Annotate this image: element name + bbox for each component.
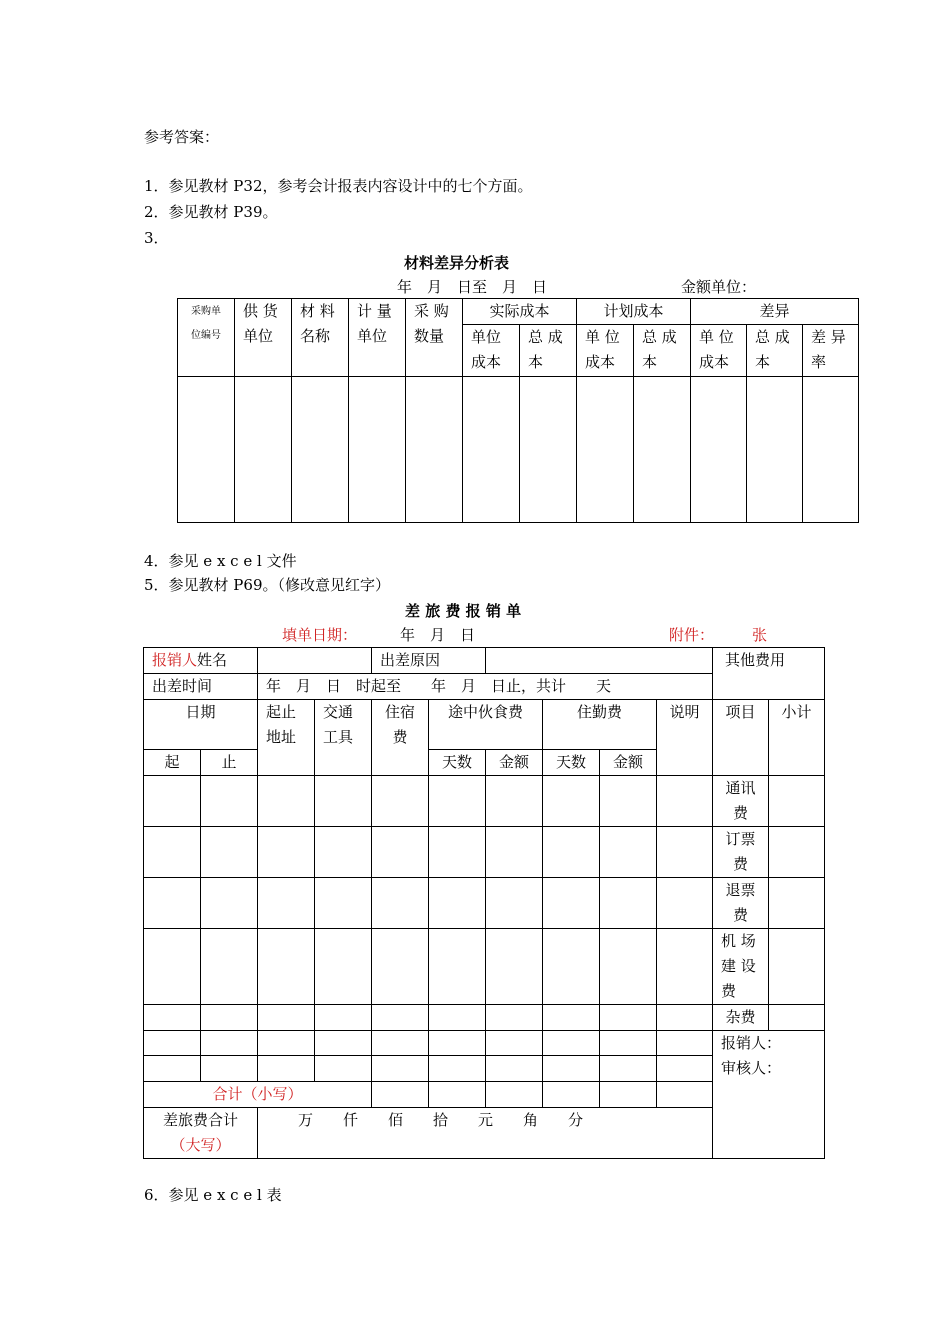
cell[interactable] bbox=[315, 1005, 372, 1031]
item-5: 5．参见教材 P69。（修改意见红字） bbox=[144, 576, 390, 594]
item-header: 项目 bbox=[713, 700, 769, 776]
h-supplier: 供 货 单位 bbox=[235, 299, 292, 377]
cell[interactable] bbox=[429, 1031, 486, 1056]
claimant-signature: 报销人： bbox=[721, 1034, 782, 1052]
cell[interactable] bbox=[258, 1031, 315, 1056]
cell bbox=[349, 377, 406, 523]
fill-date-label: 填单日期： bbox=[282, 626, 358, 644]
telecom-fee-value[interactable] bbox=[769, 776, 825, 827]
cell bbox=[520, 377, 577, 523]
item-3: 3． bbox=[144, 229, 169, 247]
cell[interactable] bbox=[429, 878, 486, 929]
cell[interactable] bbox=[258, 1056, 315, 1082]
s-diff-rate: 差 异 率 bbox=[803, 325, 859, 377]
s-diff-total-cost: 总 成 本 bbox=[747, 325, 803, 377]
g-plan-cost: 计划成本 bbox=[577, 299, 691, 325]
cell[interactable] bbox=[543, 1056, 600, 1082]
cell[interactable] bbox=[372, 1031, 429, 1056]
s-diff-unit-cost: 单 位 成本 bbox=[691, 325, 747, 377]
trip-reason-label: 出差原因 bbox=[372, 648, 486, 674]
meal-amount-header: 金额 bbox=[486, 750, 543, 776]
cell[interactable] bbox=[372, 1056, 429, 1082]
cell[interactable] bbox=[201, 776, 258, 827]
trip-reason-field[interactable] bbox=[486, 648, 713, 674]
item-2: 2．参见教材 P39。 bbox=[144, 203, 278, 221]
cell[interactable] bbox=[543, 776, 600, 827]
cell bbox=[691, 377, 747, 523]
item-1: 1．参见教材 P32，参考会计报表内容设计中的七个方面。 bbox=[144, 177, 533, 195]
g-actual-cost: 实际成本 bbox=[463, 299, 577, 325]
cell[interactable] bbox=[315, 878, 372, 929]
table1-unit-line: 金额单位： bbox=[681, 278, 757, 296]
cell[interactable] bbox=[201, 929, 258, 1005]
cell[interactable] bbox=[657, 1031, 713, 1056]
cell[interactable] bbox=[429, 776, 486, 827]
cell[interactable] bbox=[144, 1005, 201, 1031]
airport-fee-label: 机 场 建 设 费 bbox=[713, 929, 769, 1005]
cell[interactable] bbox=[144, 878, 201, 929]
s-plan-total-cost: 总 成 本 bbox=[634, 325, 691, 377]
cell[interactable] bbox=[315, 827, 372, 878]
cell[interactable] bbox=[543, 929, 600, 1005]
cell[interactable] bbox=[372, 776, 429, 827]
cell[interactable] bbox=[144, 776, 201, 827]
booking-fee-value[interactable] bbox=[769, 827, 825, 878]
cell[interactable] bbox=[486, 1005, 543, 1031]
cell[interactable] bbox=[315, 929, 372, 1005]
fill-date-value: 年 月 日 bbox=[400, 626, 476, 644]
cell[interactable] bbox=[201, 1056, 258, 1082]
start-header: 起 bbox=[144, 750, 201, 776]
trip-time-value[interactable]: 年 月 日 时起至 年 月 日止，共计 天 bbox=[258, 674, 713, 700]
item-4: 4．参见 e x c e l 文件 bbox=[144, 552, 297, 570]
cell[interactable] bbox=[486, 827, 543, 878]
cell[interactable] bbox=[144, 1056, 201, 1082]
cell[interactable] bbox=[144, 827, 201, 878]
total-uppercase-label: 差旅费合计 （大写） bbox=[144, 1108, 258, 1159]
item-6: 6．参见 e x c e l 表 bbox=[144, 1186, 282, 1204]
cell bbox=[178, 377, 235, 523]
cell[interactable] bbox=[144, 929, 201, 1005]
cell[interactable] bbox=[486, 776, 543, 827]
cell[interactable] bbox=[429, 1056, 486, 1082]
cell bbox=[803, 377, 859, 523]
cell[interactable] bbox=[543, 1031, 600, 1056]
cell[interactable] bbox=[372, 827, 429, 878]
total-meal-amount[interactable] bbox=[486, 1082, 543, 1108]
cell[interactable] bbox=[429, 827, 486, 878]
h-purchase-unit-no: 采购单 位编号 bbox=[178, 299, 235, 377]
cell[interactable] bbox=[486, 929, 543, 1005]
cell[interactable] bbox=[600, 929, 657, 1005]
lodging-header: 住宿 费 bbox=[372, 700, 429, 776]
stay-days-header: 天数 bbox=[543, 750, 600, 776]
h-measure-unit: 计 量 单位 bbox=[349, 299, 406, 377]
h-material: 材 料 名称 bbox=[292, 299, 349, 377]
cell[interactable] bbox=[657, 878, 713, 929]
cell[interactable] bbox=[600, 878, 657, 929]
cell[interactable] bbox=[258, 776, 315, 827]
attachment-unit: 张 bbox=[752, 626, 768, 644]
cell bbox=[747, 377, 803, 523]
cell[interactable] bbox=[657, 1005, 713, 1031]
cell bbox=[463, 377, 520, 523]
cell[interactable] bbox=[201, 827, 258, 878]
cell[interactable] bbox=[201, 1005, 258, 1031]
meal-days-header: 天数 bbox=[429, 750, 486, 776]
cell bbox=[634, 377, 691, 523]
other-fees-header: 其他费用 bbox=[713, 648, 825, 700]
claimant-name-label: 报销人姓名 bbox=[144, 648, 258, 674]
cell bbox=[292, 377, 349, 523]
cell[interactable] bbox=[657, 776, 713, 827]
from-to-header: 起止 地址 bbox=[258, 700, 315, 776]
cell[interactable] bbox=[372, 929, 429, 1005]
cell[interactable] bbox=[258, 929, 315, 1005]
date-header: 日期 bbox=[144, 700, 258, 750]
cell[interactable] bbox=[201, 1031, 258, 1056]
cell[interactable] bbox=[600, 776, 657, 827]
attachment-label: 附件： bbox=[669, 626, 715, 644]
telecom-fee-label: 通讯 费 bbox=[713, 776, 769, 827]
cell[interactable] bbox=[600, 1005, 657, 1031]
total-meal-days[interactable] bbox=[429, 1082, 486, 1108]
total-stay-amount[interactable] bbox=[600, 1082, 657, 1108]
cell[interactable] bbox=[315, 776, 372, 827]
total-uppercase-value[interactable]: 万 仟 佰 拾 元 角 分 bbox=[258, 1108, 713, 1159]
total-stay-days[interactable] bbox=[543, 1082, 600, 1108]
cell[interactable] bbox=[486, 1031, 543, 1056]
airport-fee-value[interactable] bbox=[769, 929, 825, 1005]
s-actual-unit-cost: 单位 成本 bbox=[463, 325, 520, 377]
table1-date-line: 年 月 日至 月 日 bbox=[397, 278, 548, 296]
cell[interactable] bbox=[201, 878, 258, 929]
cell[interactable] bbox=[258, 827, 315, 878]
cell[interactable] bbox=[543, 878, 600, 929]
signature-block bbox=[713, 1031, 825, 1159]
cell[interactable] bbox=[600, 1056, 657, 1082]
cell[interactable] bbox=[429, 929, 486, 1005]
total-lodging[interactable] bbox=[372, 1082, 429, 1108]
travel-expense-form bbox=[143, 647, 825, 1159]
misc-fee-label: 杂费 bbox=[713, 1005, 769, 1031]
cell[interactable] bbox=[543, 827, 600, 878]
g-variance: 差异 bbox=[691, 299, 859, 325]
cell[interactable] bbox=[657, 929, 713, 1005]
cell[interactable] bbox=[315, 1056, 372, 1082]
table1-title: 材料差异分析表 bbox=[404, 254, 510, 272]
cell[interactable] bbox=[657, 1056, 713, 1082]
s-plan-unit-cost: 单 位 成本 bbox=[577, 325, 634, 377]
stay-amount-header: 金额 bbox=[600, 750, 657, 776]
note-header: 说明 bbox=[657, 700, 713, 776]
cell[interactable] bbox=[258, 878, 315, 929]
material-variance-table bbox=[177, 298, 859, 523]
refund-fee-value[interactable] bbox=[769, 878, 825, 929]
answer-heading: 参考答案： bbox=[144, 128, 220, 146]
refund-fee-label: 退票 费 bbox=[713, 878, 769, 929]
cell bbox=[577, 377, 634, 523]
reviewer-signature: 审核人： bbox=[721, 1059, 782, 1077]
stay-allowance-header: 住勤费 bbox=[543, 700, 657, 750]
s-actual-total-cost: 总 成 本 bbox=[520, 325, 577, 377]
cell[interactable] bbox=[372, 1005, 429, 1031]
h-purchase-qty: 采 购 数量 bbox=[406, 299, 463, 377]
cell[interactable] bbox=[258, 1005, 315, 1031]
trip-time-label: 出差时间 bbox=[144, 674, 258, 700]
end-header: 止 bbox=[201, 750, 258, 776]
booking-fee-label: 订票 费 bbox=[713, 827, 769, 878]
cell[interactable] bbox=[600, 1031, 657, 1056]
cell[interactable] bbox=[486, 878, 543, 929]
misc-fee-value[interactable] bbox=[769, 1005, 825, 1031]
total-lowercase-label: 合计（小写） bbox=[144, 1082, 372, 1108]
cell[interactable] bbox=[600, 827, 657, 878]
cell bbox=[235, 377, 292, 523]
meal-allowance-header: 途中伙食费 bbox=[429, 700, 543, 750]
cell[interactable] bbox=[144, 1031, 201, 1056]
subtotal-header: 小计 bbox=[769, 700, 825, 776]
transport-header: 交通 工具 bbox=[315, 700, 372, 776]
cell[interactable] bbox=[486, 1056, 543, 1082]
cell[interactable] bbox=[543, 1005, 600, 1031]
cell[interactable] bbox=[372, 878, 429, 929]
table2-title: 差 旅 费 报 销 单 bbox=[405, 602, 522, 620]
total-note[interactable] bbox=[657, 1082, 713, 1108]
cell[interactable] bbox=[429, 1005, 486, 1031]
cell[interactable] bbox=[315, 1031, 372, 1056]
claimant-name-field[interactable] bbox=[258, 648, 372, 674]
cell[interactable] bbox=[657, 827, 713, 878]
cell bbox=[406, 377, 463, 523]
